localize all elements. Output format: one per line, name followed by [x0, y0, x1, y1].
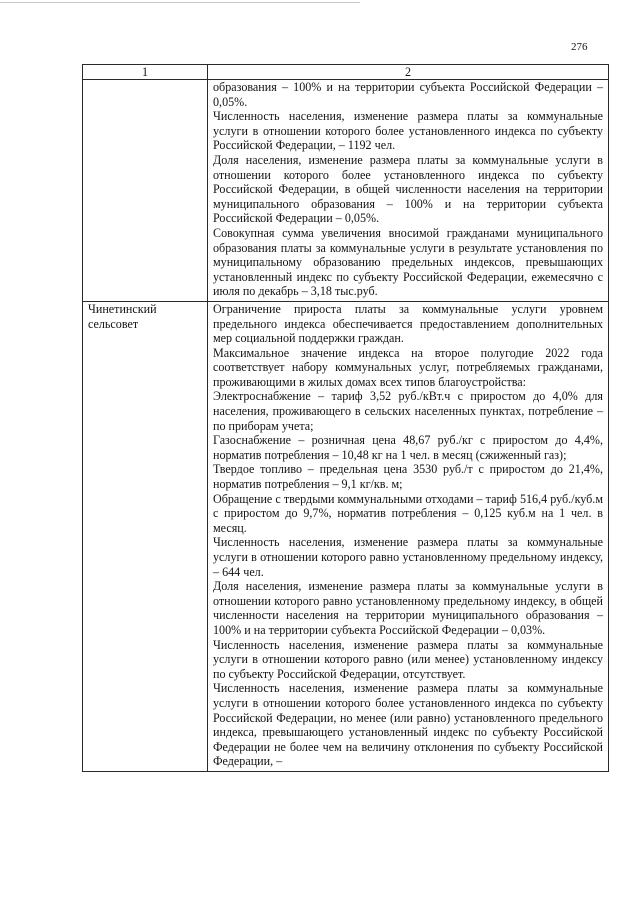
paragraph: Численность населения, изменение размера платы за коммунальные услуги в отношении которого более установленного индекса по субъекту Российской Федерации, – 1192 чел. [213, 109, 603, 153]
data-table [82, 64, 609, 772]
paragraph: Ограничение прироста платы за коммунальные услуги уровнем предельного индекса обеспечивается предоставлением дополнительных мер социальной поддержки граждан. [213, 301, 603, 346]
paragraph: Численность населения, изменение размера платы за коммунальные услуги в отношении которого равно (или менее) установленному индексу по субъекту Российской Федерации, отсутствует. [213, 637, 603, 681]
row-content [208, 301, 609, 771]
row-content [208, 80, 609, 302]
paragraph: Численность населения, изменение размера платы за коммунальные услуги в отношении которого более установленного индекса по субъекту Российской Федерации, но менее (или равно) установленного предельного индекса, превышающего установленный индекс по субъекту Российской Федерации не более чем на величину отклонения по субъекту Российской Федерации, – [213, 681, 603, 769]
row-label: Чинетинский сельсовет [83, 301, 208, 771]
paragraph: Доля населения, изменение размера платы за коммунальные услуги в отношении которого более установленного индекса по субъекту Российской Федерации, в общей численности населения на территории муниципального образования – 100% и на территории субъекта Российской Федерации – 0,05%. [213, 152, 603, 226]
paragraph: Численность населения, изменение размера платы за коммунальные услуги в отношении которого равно установленному предельному индексу, – 644 чел. [213, 535, 603, 579]
table-header-row [83, 65, 609, 80]
paragraph: Обращение с твердыми коммунальными отходами – тариф 516,4 руб./куб.м с приростом до 9,7%, норматив потребления – 0,125 куб.м на 1 чел. в месяц. [213, 491, 603, 535]
column-header-2: 2 [208, 65, 609, 80]
paragraph: Доля населения, изменение размера платы за коммунальные услуги в отношении которого равно установленному предельному индексу, в общей численности населения на территории муниципального образования – 100% и на территории субъекта Российской Федерации – 0,03%. [213, 579, 603, 637]
paragraph: Газоснабжение – розничная цена 48,67 руб./кг с приростом до 4,4%, норматив потребления – 10,48 кг на 1 чел. в месяц (сжиженный газ); [213, 433, 603, 462]
paragraph: Совокупная сумма увеличения вносимой гражданами муниципального образования платы за коммунальные услуги в результате установления по муниципальному образованию предельных индексов, превышающих установленный индекс по субъекту Российской Федерации, ежемесячно с июля по декабрь – 3,18 тыс.руб. [213, 225, 603, 299]
paragraph: Электроснабжение – тариф 3,52 руб./кВт.ч с приростом до 4,0% для населения, проживающего в сельских населенных пунктах, потребление – по приборам учета; [213, 389, 603, 433]
paragraph: Максимальное значение индекса на второе полугодие 2022 года соответствует набору коммунальных услуг, потребляемых гражданами, проживающими в жилых домах всех типов благоустройства: [213, 345, 603, 389]
page-number: 276 [571, 41, 588, 53]
paragraph: Твердое топливо – предельная цена 3530 руб./т с приростом до 21,4%, норматив потребления – 9,1 кг/кв. м; [213, 462, 603, 492]
column-header-1: 1 [83, 65, 208, 80]
paragraph: образования – 100% и на территории субъекта Российской Федерации – 0,05%. [213, 80, 603, 109]
table-row [83, 80, 609, 302]
table-row [83, 301, 609, 771]
scan-edge-line [0, 2, 360, 3]
row-label [83, 80, 208, 302]
